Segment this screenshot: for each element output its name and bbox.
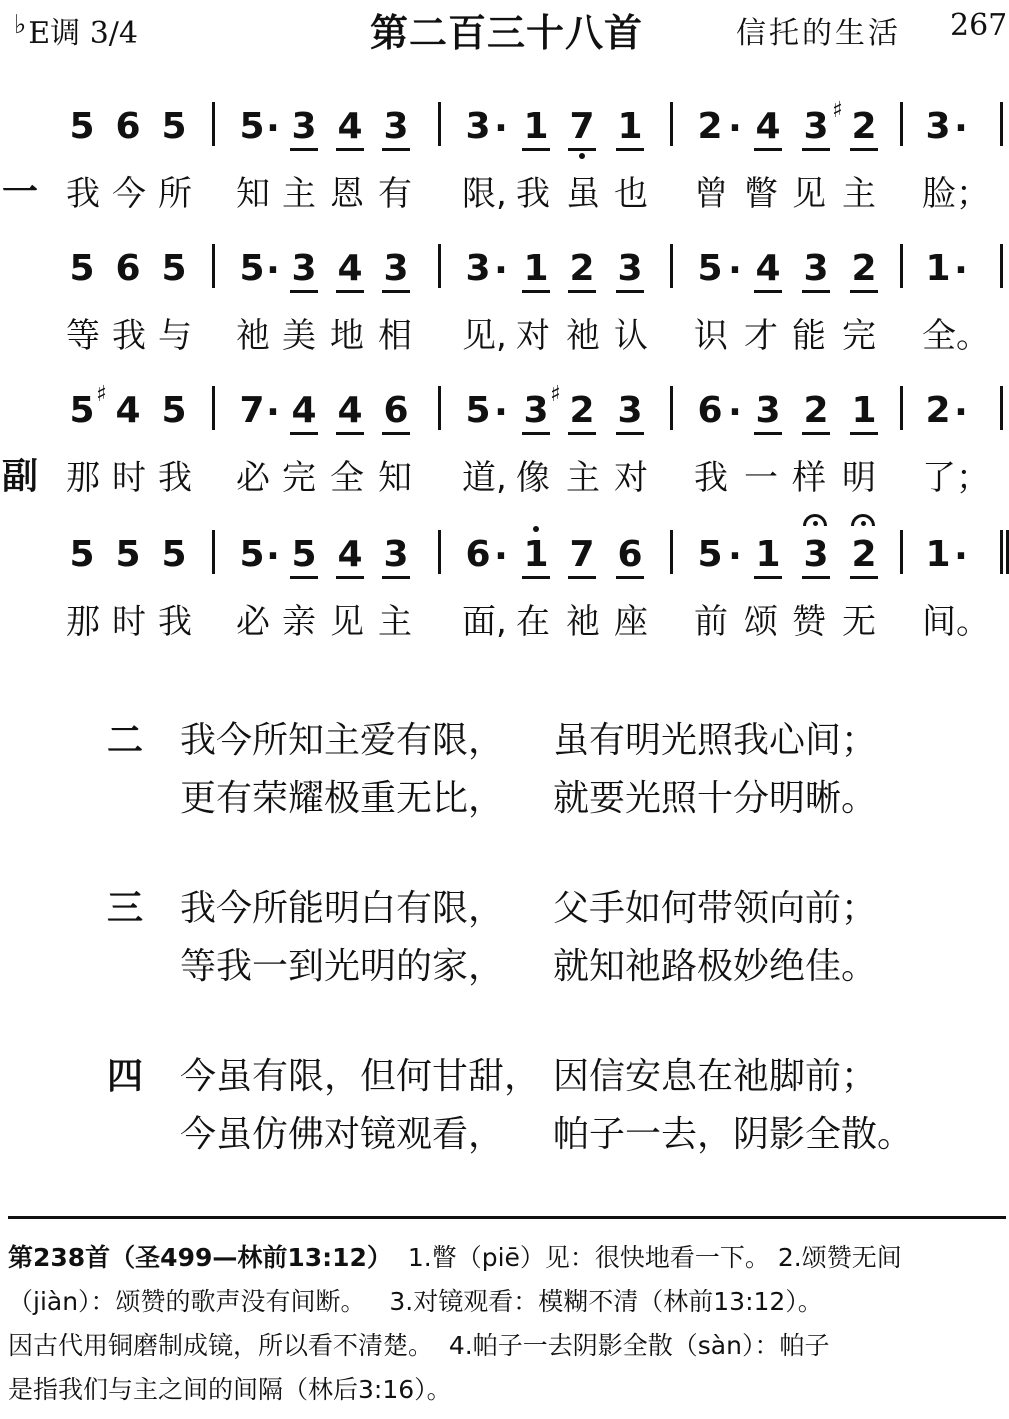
note: 3 (520, 390, 552, 431)
lyric-syllable: 脸； (922, 174, 990, 214)
barline (438, 244, 441, 288)
lyric-syllable: 等 (66, 316, 100, 356)
augmentation-dot: · (494, 392, 508, 433)
lyric-syllable: 主 (378, 602, 412, 642)
augmentation-dot: · (728, 108, 742, 149)
note: 6 (614, 534, 646, 575)
note: 5 (239, 534, 265, 575)
verse-line: 我今所能明白有限， (180, 888, 505, 929)
note: 3 (752, 390, 784, 431)
footnote-line-2: （jiàn）：颂赞的歌声没有间断。 3.对镜观看：模糊不清（林前13:12）。 (8, 1287, 823, 1316)
note: 2 (697, 106, 723, 147)
low-octave-dot (579, 153, 585, 159)
lyric-syllable: 在 (516, 602, 550, 642)
note: 4 (752, 248, 784, 289)
lyric-syllable: 像 (516, 458, 550, 498)
lyric-syllable: 识 (694, 316, 728, 356)
lyric-syllable: 一 (744, 458, 778, 498)
barline (670, 530, 673, 574)
lyric-syllable: 必 (236, 458, 270, 498)
note: 6 (115, 106, 141, 147)
lyric-syllable: 虽 (566, 174, 600, 214)
lyric-syllable: 见 (792, 174, 826, 214)
note: 7 (239, 390, 265, 431)
note: 6 (115, 248, 141, 289)
lyric-syllable: 我 (516, 174, 550, 214)
note: 1 (520, 534, 552, 575)
lyric-syllable: 必 (236, 602, 270, 642)
lyric-syllable: 见, (462, 316, 507, 356)
note: 3 (380, 248, 412, 289)
lyrics-row (0, 166, 1009, 216)
note: 7 (566, 534, 598, 575)
barline (670, 244, 673, 288)
fermata-icon (803, 514, 827, 526)
lyric-syllable: 间。 (922, 602, 990, 642)
barline (900, 530, 903, 574)
lyric-syllable: 全。 (922, 316, 990, 356)
verse-2 (0, 700, 1009, 830)
note: 7 (566, 106, 598, 147)
note: 1 (925, 534, 951, 575)
score-system (0, 528, 1009, 648)
lyric-syllable: 颂 (744, 602, 778, 642)
footnote-line-4: 是指我们与主之间的间隔（林后3:16）。 (8, 1375, 452, 1404)
barline (670, 386, 673, 430)
note: 3 (288, 106, 320, 147)
augmentation-dot: · (266, 108, 280, 149)
sharp-sign: ♯ (96, 382, 107, 407)
page-number: 267 (950, 8, 1008, 43)
lyric-syllable: 瞥 (744, 174, 778, 214)
verse-line: 虽有明光照我心间； (553, 720, 878, 761)
lyric-syllable: 曾 (694, 174, 728, 214)
note: 3 (614, 390, 646, 431)
note: 3 (800, 106, 832, 147)
lyric-syllable: 前 (694, 602, 728, 642)
lyric-syllable: 赞 (792, 602, 826, 642)
lyric-syllable: 我 (112, 316, 146, 356)
notation-row (0, 242, 1009, 302)
note: 3 (800, 534, 832, 575)
lyric-syllable: 相 (378, 316, 412, 356)
lyric-syllable: 对 (516, 316, 550, 356)
augmentation-dot: · (266, 250, 280, 291)
note: 5 (115, 534, 141, 575)
note: 3 (288, 248, 320, 289)
note: 3 (380, 106, 412, 147)
footnote-reference: 第238首（圣499—林前13:12） (8, 1243, 392, 1272)
lyric-syllable: 所 (158, 174, 192, 214)
verse-line: 就知祂路极妙绝佳。 (553, 946, 878, 987)
sharp-sign: ♯ (550, 382, 561, 407)
footnote-line-1 (8, 1236, 1006, 1280)
verse-line: 等我一到光明的家， (180, 946, 505, 987)
verse-line: 今虽仿佛对镜观看， (180, 1114, 505, 1155)
notation-row (0, 384, 1009, 444)
barline (1000, 244, 1003, 288)
lyric-syllable: 我 (66, 174, 100, 214)
lyric-syllable: 我 (158, 602, 192, 642)
barline (212, 530, 215, 574)
note: 2 (848, 248, 880, 289)
lyric-syllable: 也 (614, 174, 648, 214)
lyrics-row (0, 594, 1009, 644)
score-system (0, 100, 1009, 220)
notation-row (0, 100, 1009, 160)
verse-line: 今虽有限，但何甘甜， (180, 1056, 541, 1097)
note: 4 ♯ (96, 382, 141, 431)
verse-label: 一 (2, 172, 39, 213)
augmentation-dot: · (494, 108, 508, 149)
lyric-syllable: 座 (614, 602, 648, 642)
verse-line: 我今所知主爱有限， (180, 720, 505, 761)
lyric-syllable: 对 (614, 458, 648, 498)
lyric-syllable: 认 (614, 316, 648, 356)
lyric-syllable: 无 (842, 602, 876, 642)
lyrics-row (0, 450, 1009, 500)
verse-label: 二 (107, 720, 144, 761)
lyric-syllable: 限, (462, 174, 507, 214)
lyric-syllable: 我 (158, 458, 192, 498)
lyric-syllable: 祂 (566, 316, 600, 356)
note: 5 (288, 534, 320, 575)
note: 3 (614, 248, 646, 289)
lyric-syllable: 今 (112, 174, 146, 214)
note: 3 (465, 248, 491, 289)
lyric-syllable: 与 (158, 316, 192, 356)
lyric-syllable: 地 (330, 316, 364, 356)
lyric-syllable: 美 (282, 316, 316, 356)
note: 3 (380, 534, 412, 575)
note: 1 (848, 390, 880, 431)
augmentation-dot: · (728, 392, 742, 433)
lyric-syllable: 主 (282, 174, 316, 214)
lyric-syllable: 能 (792, 316, 826, 356)
note: 2 ♯ (848, 106, 880, 147)
note: 2 (925, 390, 951, 431)
lyric-syllable: 才 (744, 316, 778, 356)
note: 1 (520, 106, 552, 147)
note: 3 (800, 248, 832, 289)
lyric-syllable: 那 (66, 458, 100, 498)
verse-4 (0, 1036, 1009, 1166)
lyric-syllable: 有 (378, 174, 412, 214)
barline (212, 102, 215, 146)
note: 4 (334, 248, 366, 289)
note: 5 (161, 534, 187, 575)
barline (1000, 102, 1003, 146)
note: 6 (697, 390, 723, 431)
barline (900, 102, 903, 146)
footnote-line-3: 因古代用铜磨制成镜，所以看不清楚。 4.帕子一去阴影全散（sàn）：帕子 (8, 1331, 830, 1360)
augmentation-dot: · (266, 536, 280, 577)
barline (438, 102, 441, 146)
lyric-syllable: 全 (330, 458, 364, 498)
note: 6 (465, 534, 491, 575)
footnote (8, 1236, 1006, 1412)
lyric-syllable: 完 (282, 458, 316, 498)
augmentation-dot: · (494, 536, 508, 577)
hymn-title: 第二百三十八首 (370, 11, 644, 55)
barline (670, 102, 673, 146)
note: 5 (69, 248, 95, 289)
lyric-syllable: 我 (694, 458, 728, 498)
lyric-syllable: 亲 (282, 602, 316, 642)
lyric-syllable: 那 (66, 602, 100, 642)
note: 5 (239, 248, 265, 289)
note: 5 (239, 106, 265, 147)
lyric-syllable: 明 (842, 458, 876, 498)
note: 5 (69, 390, 95, 431)
lyric-syllable: 知 (378, 458, 412, 498)
note: 1 (925, 248, 951, 289)
lyric-syllable: 知 (236, 174, 270, 214)
note: 5 (161, 106, 187, 147)
footnote-divider (8, 1216, 1006, 1219)
lyric-syllable: 恩 (330, 174, 364, 214)
note: 2 (800, 390, 832, 431)
verse-line: 因信安息在祂脚前； (553, 1056, 878, 1097)
lyric-syllable: 完 (842, 316, 876, 356)
verse-label: 三 (107, 888, 144, 929)
score-system (0, 242, 1009, 362)
page-header (0, 2, 1009, 55)
lyric-syllable: 面, (462, 602, 507, 642)
key-text: E调 3/4 (28, 16, 138, 51)
note: 5 (697, 534, 723, 575)
verse-label: 四 (107, 1056, 144, 1097)
note: 5 (69, 534, 95, 575)
note: 1 (520, 248, 552, 289)
lyric-syllable: 道, (462, 458, 507, 498)
note: 4 (334, 534, 366, 575)
note: 1 (614, 106, 646, 147)
footnote-text: 1.瞥（piē）见：很快地看一下。 2.颂赞无间 (391, 1243, 902, 1272)
fermata-icon (851, 514, 875, 526)
lyric-syllable: 了； (922, 458, 990, 498)
lyric-syllable: 时 (112, 458, 146, 498)
final-barline (1000, 530, 1003, 574)
note: 1 (752, 534, 784, 575)
barline (212, 386, 215, 430)
key-signature (14, 8, 138, 52)
verse-label: 副 (2, 456, 39, 497)
sharp-sign: ♯ (832, 98, 843, 123)
notation-row (0, 528, 1009, 588)
high-octave-dot (533, 526, 539, 532)
augmentation-dot: · (728, 536, 742, 577)
verse-3 (0, 868, 1009, 998)
note: 3 (465, 106, 491, 147)
barline (438, 530, 441, 574)
note: 5 (161, 390, 187, 431)
augmentation-dot: · (954, 392, 968, 433)
note: 2 (848, 534, 880, 575)
lyric-syllable: 主 (842, 174, 876, 214)
augmentation-dot: · (954, 250, 968, 291)
note: 3 (925, 106, 951, 147)
flat-sign: ♭ (14, 10, 27, 40)
note: 5 (69, 106, 95, 147)
barline (900, 386, 903, 430)
verse-line: 就要光照十分明晰。 (553, 778, 878, 819)
augmentation-dot: · (954, 108, 968, 149)
lyric-syllable: 祂 (566, 602, 600, 642)
hymn-category: 信托的生活 (736, 16, 901, 51)
note: 5 (465, 390, 491, 431)
score-system (0, 384, 1009, 504)
note: 2 (566, 248, 598, 289)
lyric-syllable: 时 (112, 602, 146, 642)
note: 4 (334, 390, 366, 431)
barline (1000, 386, 1003, 430)
barline (438, 386, 441, 430)
augmentation-dot: · (266, 392, 280, 433)
note: 5 (697, 248, 723, 289)
lyric-syllable: 主 (566, 458, 600, 498)
lyric-syllable: 见 (330, 602, 364, 642)
augmentation-dot: · (954, 536, 968, 577)
note: 4 (752, 106, 784, 147)
barline (900, 244, 903, 288)
augmentation-dot: · (494, 250, 508, 291)
verse-line: 父手如何带领向前； (553, 888, 878, 929)
lyric-syllable: 祂 (236, 316, 270, 356)
note: 5 (161, 248, 187, 289)
note: 4 (288, 390, 320, 431)
barline (212, 244, 215, 288)
verse-line: 帕子一去，阴影全散。 (553, 1114, 914, 1155)
augmentation-dot: · (728, 250, 742, 291)
lyric-syllable: 样 (792, 458, 826, 498)
verse-line: 更有荣耀极重无比， (180, 778, 505, 819)
note: 2 ♯ (566, 390, 598, 431)
lyrics-row (0, 308, 1009, 358)
note: 4 (334, 106, 366, 147)
note: 6 (380, 390, 412, 431)
